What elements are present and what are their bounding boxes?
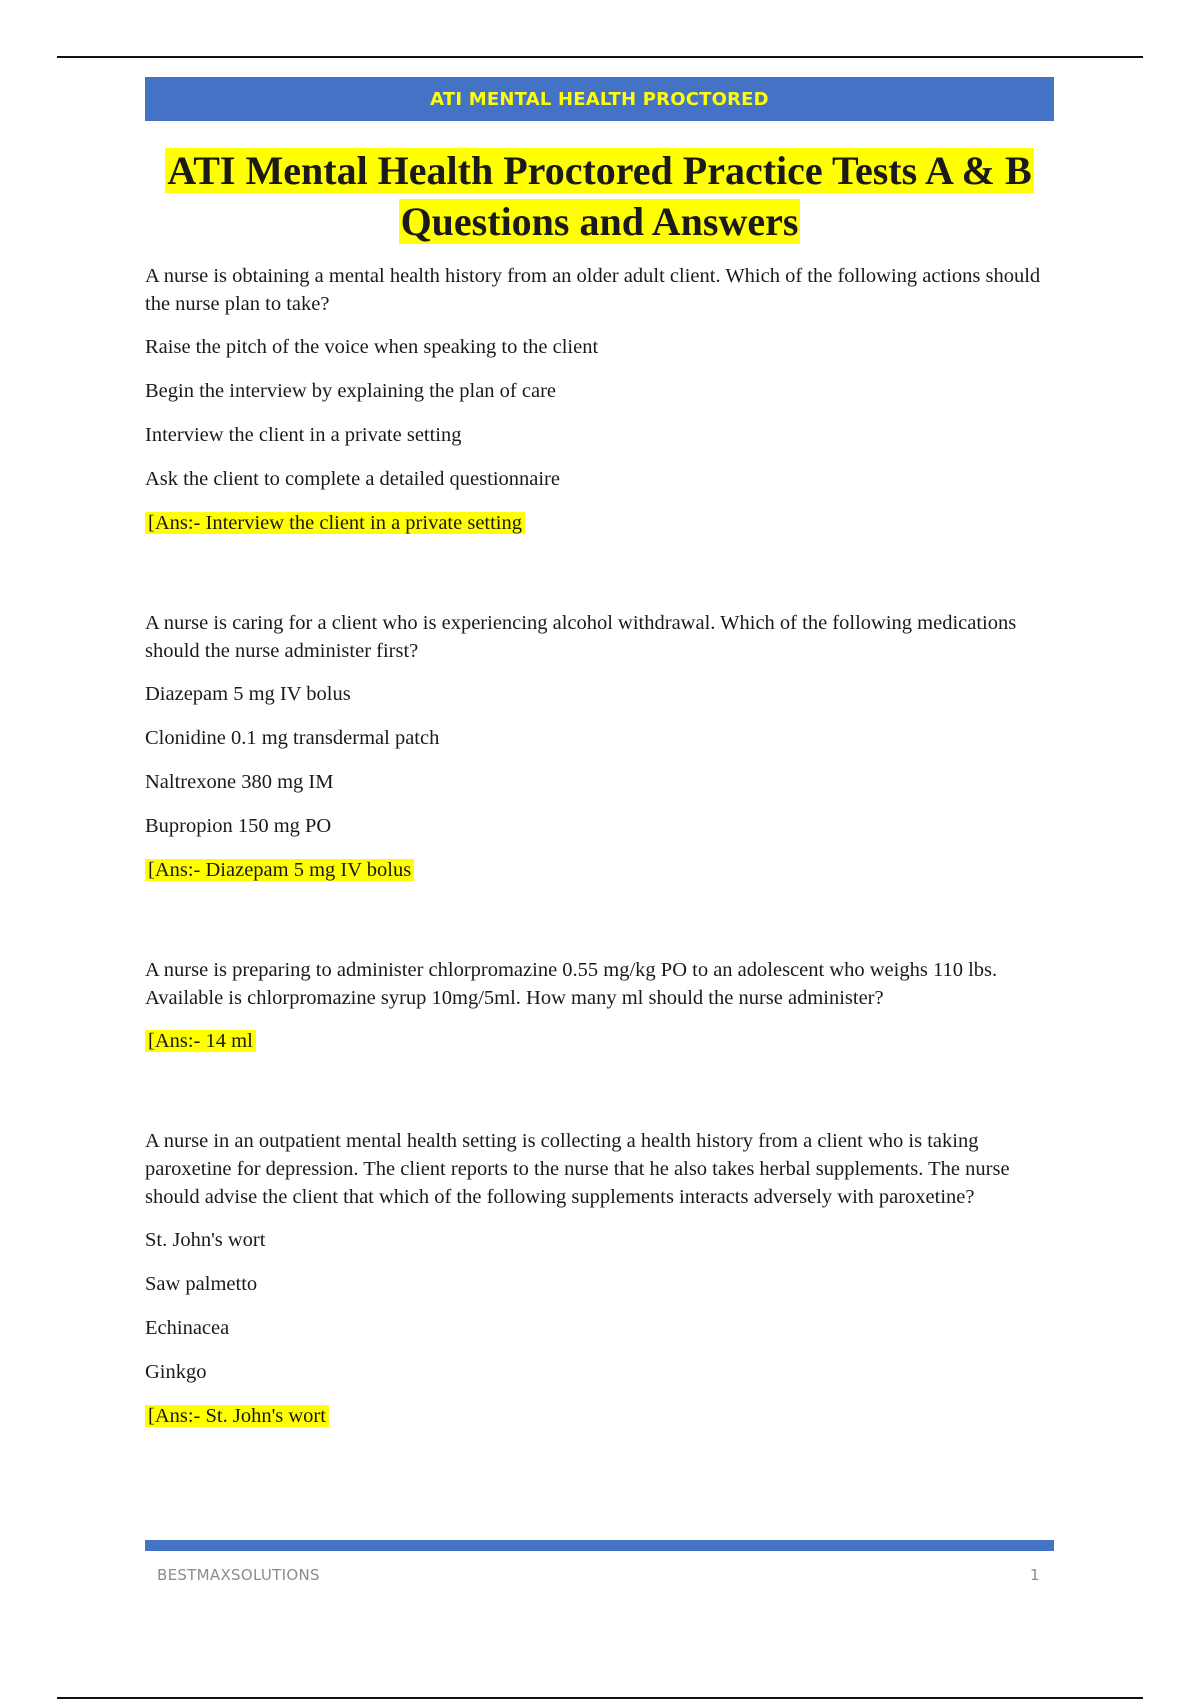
answer-option: Naltrexone 380 mg IM xyxy=(145,771,334,793)
bottom-rule xyxy=(57,1697,1143,1699)
correct-answer xyxy=(145,509,1057,537)
answer-option: Saw palmetto xyxy=(145,1273,258,1295)
question-block-4 xyxy=(145,1127,1057,1430)
question-text: A nurse is obtaining a mental health history from an older adult client. Which of the following actions should the nurse plan to take? xyxy=(145,265,1041,315)
correct-answer xyxy=(145,1027,1057,1055)
answer-option: Echinacea xyxy=(145,1317,230,1339)
answer-option: Ask the client to complete a detailed questionnaire xyxy=(145,468,560,490)
question-text: A nurse is preparing to administer chlorpromazine 0.55 mg/kg PO to an adolescent who weighs 110 lbs. Available is chlorpromazine syrup 10mg/5ml. How many ml should the nurse administer? xyxy=(145,959,998,1009)
header-banner-text: ATI MENTAL HEALTH PROCTORED xyxy=(430,88,769,110)
title-line-1: ATI Mental Health Proctored Practice Tests A & B xyxy=(167,148,1032,193)
page-title xyxy=(145,145,1054,247)
question-text: A nurse in an outpatient mental health setting is collecting a health history from a client who is taking paroxetine for depression. The client reports to the nurse that he also takes herbal supplements. The nurse should advise the client that which of the following supplements interacts adversely with paroxetine? xyxy=(145,1130,1010,1208)
answer-highlight: [Ans:- 14 ml xyxy=(145,1030,256,1052)
top-rule xyxy=(57,56,1143,58)
correct-answer xyxy=(145,1402,1057,1430)
qa-content xyxy=(145,262,1057,1502)
question-text: A nurse is caring for a client who is experiencing alcohol withdrawal. Which of the following medications should the nurse administer first? xyxy=(145,612,1017,662)
footer-bar xyxy=(145,1540,1054,1551)
correct-answer xyxy=(145,856,1057,884)
question-block-3 xyxy=(145,956,1057,1055)
answer-highlight: [Ans:- Interview the client in a private setting xyxy=(145,512,525,534)
answer-option: St. John's wort xyxy=(145,1229,266,1251)
answer-highlight: [Ans:- St. John's wort xyxy=(145,1405,329,1427)
answer-option: Clonidine 0.1 mg transdermal patch xyxy=(145,727,440,749)
answer-option: Diazepam 5 mg IV bolus xyxy=(145,683,351,705)
answer-option: Bupropion 150 mg PO xyxy=(145,815,332,837)
footer-brand: BESTMAXSOLUTIONS xyxy=(157,1566,320,1584)
header-banner xyxy=(145,77,1054,121)
page-number: 1 xyxy=(1030,1566,1040,1584)
title-line-2: Questions and Answers xyxy=(400,199,799,244)
answer-highlight: [Ans:- Diazepam 5 mg IV bolus xyxy=(145,859,414,881)
question-block-2 xyxy=(145,609,1057,884)
answer-option: Ginkgo xyxy=(145,1361,207,1383)
question-block-1 xyxy=(145,262,1057,537)
answer-option: Raise the pitch of the voice when speaking to the client xyxy=(145,336,599,358)
answer-option: Begin the interview by explaining the plan of care xyxy=(145,380,557,402)
answer-option: Interview the client in a private setting xyxy=(145,424,462,446)
